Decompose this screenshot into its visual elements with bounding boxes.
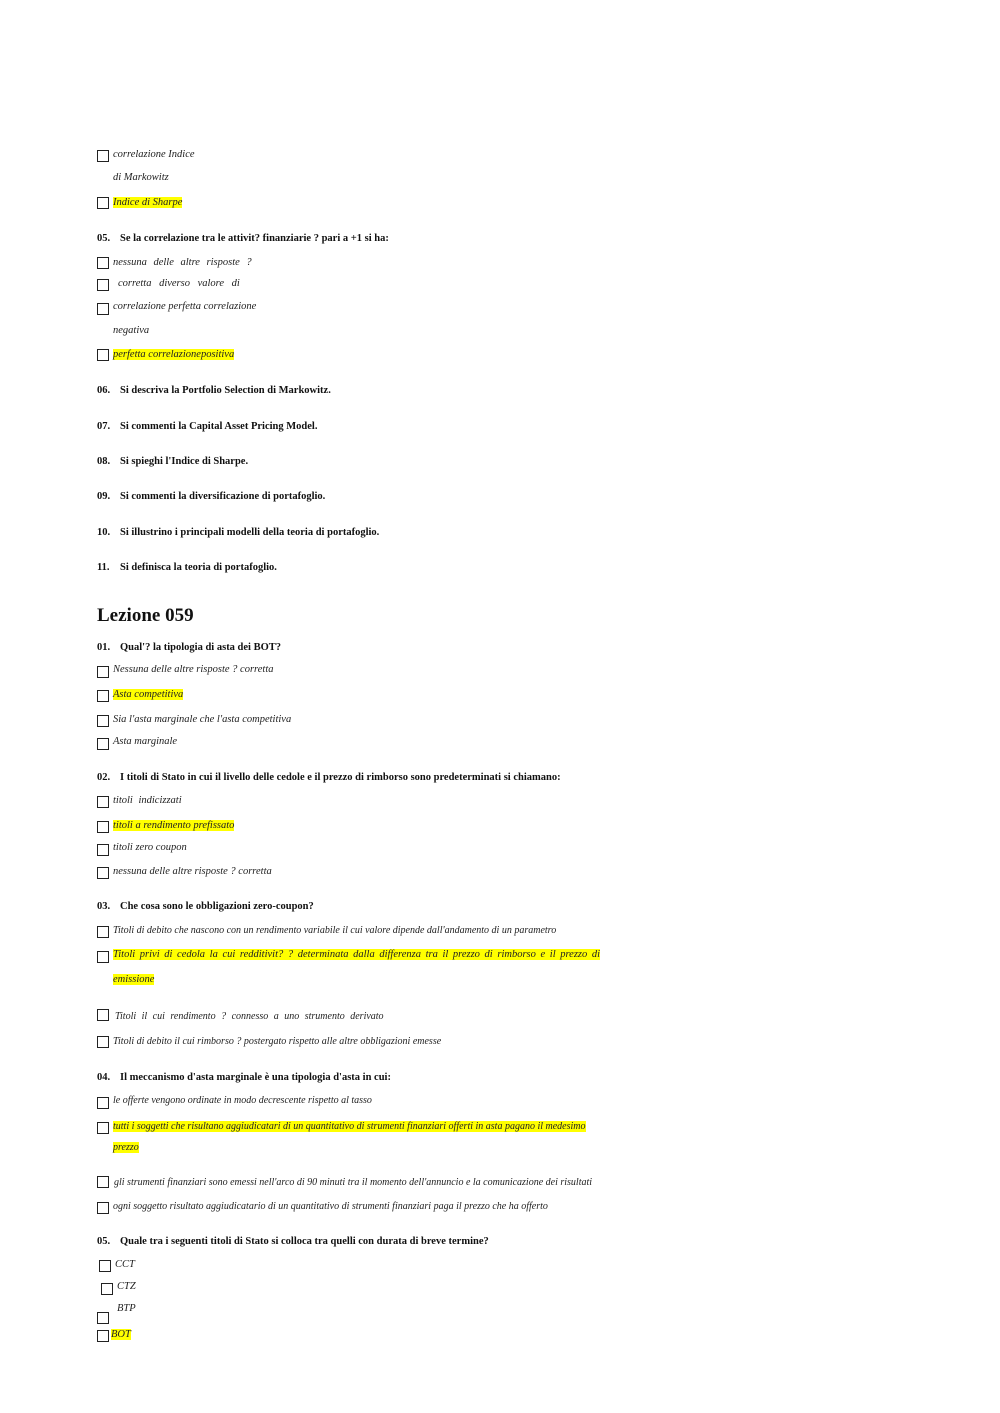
question: 06. Si descriva la Portfolio Selection di Markowitz. [97, 385, 331, 396]
answer-option: Titoli di debito che nascono con un rendimento variabile il cui valore dipende dall'andamento di un parametro [113, 925, 557, 936]
question: 08. Si spieghi l'Indice di Sharpe. [97, 456, 249, 467]
answer-option: titoli zero coupon [113, 842, 187, 853]
question: 01. Qual'? la tipologia di asta dei BOT? [97, 642, 282, 653]
answer-checkbox[interactable] [97, 1330, 109, 1342]
answer-checkbox[interactable] [97, 690, 109, 702]
answer-option: nessuna delle altre risposte ? [113, 257, 252, 268]
answer-option: CCT [115, 1259, 135, 1270]
answer-checkbox[interactable] [97, 796, 109, 808]
answer-checkbox[interactable] [97, 257, 109, 269]
question: 05. Quale tra i seguenti titoli di Stato si colloca tra quelli con durata di breve termine? [97, 1236, 489, 1247]
answer-option-correct: Indice di Sharpe [113, 197, 183, 208]
answer-option: Sia l'asta marginale che l'asta competitiva [113, 714, 292, 725]
answer-checkbox[interactable] [97, 844, 109, 856]
answer-checkbox[interactable] [97, 1202, 109, 1214]
answer-checkbox[interactable] [99, 1260, 111, 1272]
answer-checkbox[interactable] [97, 1097, 109, 1109]
answer-checkbox[interactable] [101, 1283, 113, 1295]
answer-checkbox[interactable] [97, 951, 109, 963]
answer-option: CTZ [117, 1281, 136, 1292]
answer-checkbox[interactable] [97, 666, 109, 678]
question: 05. Se la correlazione tra le attivit? finanziarie ? pari a +1 si ha: [97, 233, 389, 244]
answer-option-correct: tutti i soggetti che risultano aggiudicatari di un quantitativo di strumenti finanziari offerti in asta pagano il medesimo [113, 1121, 586, 1132]
answer-checkbox[interactable] [97, 867, 109, 879]
answer-option-continuation: emissione [113, 974, 155, 985]
answer-option-correct: Asta competitiva [113, 689, 184, 700]
answer-option: corretta diverso valore di [118, 278, 240, 289]
question: 10. Si illustrino i principali modelli della teoria di portafoglio. [97, 527, 380, 538]
answer-checkbox[interactable] [97, 926, 109, 938]
answer-checkbox[interactable] [97, 150, 109, 162]
question: 07. Si commenti la Capital Asset Pricing Model. [97, 421, 318, 432]
answer-option-correct: titoli a rendimento prefissato [113, 820, 235, 831]
answer-checkbox[interactable] [97, 197, 109, 209]
answer-option: correlazione perfetta correlazione [113, 301, 257, 312]
answer-option: gli strumenti finanziari sono emessi nell'arco di 90 minuti tra il momento dell'annuncio e la comunicazione dei risultati [114, 1177, 593, 1188]
lesson-title: Lezione 059 [97, 605, 194, 626]
answer-option: Nessuna delle altre risposte ? corretta [113, 664, 274, 675]
answer-option: nessuna delle altre risposte ? corretta [113, 866, 272, 877]
answer-option-continuation: di Markowitz [113, 172, 169, 183]
answer-option: titoli indicizzati [113, 795, 182, 806]
answer-checkbox[interactable] [97, 738, 109, 750]
question: 11. Si definisca la teoria di portafoglio. [97, 562, 277, 573]
answer-checkbox[interactable] [97, 821, 109, 833]
answer-checkbox[interactable] [97, 1036, 109, 1048]
answer-option: ogni soggetto risultato aggiudicatario di un quantitativo di strumenti finanziari paga il prezzo che ha offerto [113, 1201, 548, 1212]
answer-option-continuation: negativa [113, 325, 150, 336]
question: 09. Si commenti la diversificazione di portafoglio. [97, 491, 326, 502]
question: 02. I titoli di Stato in cui il livello delle cedole e il prezzo di rimborso sono predeterminati si chiamano: [97, 772, 561, 783]
answer-option: BTP [117, 1303, 136, 1314]
question: 04. Il meccanismo d'asta marginale è una tipologia d'asta in cui: [97, 1072, 391, 1083]
answer-option-correct: BOT [111, 1329, 131, 1340]
answer-checkbox[interactable] [97, 303, 109, 315]
answer-option: Asta marginale [113, 736, 178, 747]
question: 03. Che cosa sono le obbligazioni zero-coupon? [97, 901, 314, 912]
answer-checkbox[interactable] [97, 1176, 109, 1188]
answer-option-continuation: prezzo [113, 1142, 139, 1153]
answer-checkbox[interactable] [97, 349, 109, 361]
answer-option: le offerte vengono ordinate in modo decrescente rispetto al tasso [113, 1095, 372, 1106]
answer-option: correlazione Indice [113, 149, 195, 160]
answer-option: Titoli di debito il cui rimborso ? postergato rispetto alle altre obbligazioni emesse [113, 1036, 442, 1047]
answer-checkbox[interactable] [97, 279, 109, 291]
answer-option-correct: Titoli privi di cedola la cui redditivit? ? determinata dalla differenza tra il prezzo di rimborso e il prezzo di [113, 949, 601, 960]
answer-checkbox[interactable] [97, 715, 109, 727]
answer-checkbox[interactable] [97, 1009, 109, 1021]
answer-option-correct: perfetta correlazionepositiva [113, 349, 235, 360]
answer-checkbox[interactable] [97, 1122, 109, 1134]
answer-checkbox[interactable] [97, 1312, 109, 1324]
answer-option: Titoli il cui rendimento ? connesso a uno strumento derivato [115, 1011, 384, 1022]
